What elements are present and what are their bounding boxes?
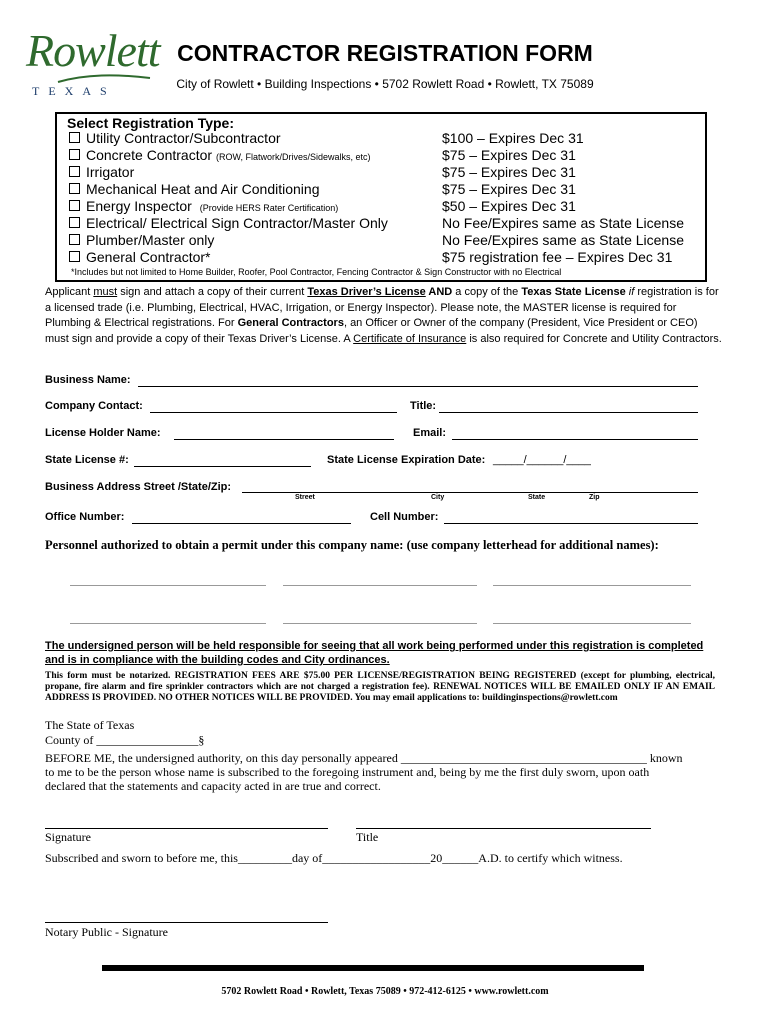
address-street-caption: Street bbox=[295, 494, 315, 501]
office-number-field[interactable] bbox=[132, 523, 351, 524]
sworn-statement: Subscribed and sworn to before me, this_________day of__________________20______A.D. to certify which witness. bbox=[45, 851, 623, 865]
company-contact-label: Company Contact: bbox=[45, 400, 143, 412]
cell-number-field[interactable] bbox=[444, 523, 698, 524]
title-field[interactable] bbox=[439, 412, 698, 413]
personnel-name-field[interactable] bbox=[70, 585, 266, 586]
address-state-caption: State bbox=[528, 494, 546, 501]
fee-plumber: No Fee/Expires same as State License bbox=[442, 232, 685, 248]
page-subtitle: City of Rowlett • Building Inspections • 5702 Rowlett Road • Rowlett, TX 75089 bbox=[176, 77, 594, 91]
title-signature-label: Title bbox=[356, 830, 379, 844]
affidavit-line-1: BEFORE ME, the undersigned authority, on this day personally appeared _________________________________________ known bbox=[45, 751, 683, 765]
checkbox[interactable] bbox=[69, 217, 80, 228]
county-of: County of _________________§ bbox=[45, 733, 205, 747]
checkbox[interactable] bbox=[69, 166, 80, 177]
title-label: Title: bbox=[410, 400, 437, 412]
email-field[interactable] bbox=[452, 439, 698, 440]
footer-divider bbox=[102, 965, 644, 971]
notary-signature-field[interactable] bbox=[45, 922, 328, 923]
option-general[interactable]: General Contractor* bbox=[69, 249, 388, 266]
state-of-texas: The State of Texas bbox=[45, 718, 135, 732]
option-energy[interactable]: Energy Inspector (Provide HERS Rater Certification) bbox=[69, 198, 388, 215]
company-contact-field[interactable] bbox=[150, 412, 397, 413]
state-license-field[interactable] bbox=[134, 466, 311, 467]
affidavit-line-3: declared that the statements and capacity acted in are true and correct. bbox=[45, 779, 381, 793]
personnel-name-field[interactable] bbox=[493, 623, 691, 624]
logo-texas: TEXAS bbox=[32, 84, 116, 98]
checkbox[interactable] bbox=[69, 183, 80, 194]
license-holder-label: License Holder Name: bbox=[45, 427, 161, 439]
signature-field[interactable] bbox=[45, 828, 328, 829]
fee-electrical: No Fee/Expires same as State License bbox=[442, 215, 685, 231]
cell-number-label: Cell Number: bbox=[370, 511, 439, 523]
registration-options bbox=[69, 130, 388, 266]
registration-heading: Select Registration Type: bbox=[67, 115, 235, 131]
notarization-notice: This form must be notarized. REGISTRATION FEES ARE $75.00 PER LICENSE/REGISTRATION BEING REGISTERED (except for plumbing, electrical, propane, fire alarm and fire sprinkler contractors which are not charged a registration fee). RENEWAL NOTICES WILL BE EMAILED ONLY IF AN EMAIL ADDRESS IS PROVIDED. NO OTHER NOTICES WILL BE PROVIDED. You may email applications to: buildinginspections@rowlett.com bbox=[45, 671, 715, 703]
business-name-field[interactable] bbox=[138, 386, 698, 387]
fee-concrete: $75 – Expires Dec 31 bbox=[442, 147, 576, 163]
address-zip-caption: Zip bbox=[589, 494, 600, 501]
footer-contact: 5702 Rowlett Road • Rowlett, Texas 75089 • 972-412-6125 • www.rowlett.com bbox=[221, 986, 549, 997]
fee-irrigator: $75 – Expires Dec 31 bbox=[442, 164, 576, 180]
registration-footnote: *Includes but not limited to Home Builder, Roofer, Pool Contractor, Fencing Contractor & Sign Constructor with no Electrical bbox=[71, 267, 562, 277]
registration-type-box bbox=[55, 112, 707, 282]
personnel-name-field[interactable] bbox=[283, 585, 477, 586]
office-number-label: Office Number: bbox=[45, 511, 125, 523]
option-electrical[interactable]: Electrical/ Electrical Sign Contractor/Master Only bbox=[69, 215, 388, 232]
expiration-date-label: State License Expiration Date: bbox=[327, 454, 486, 466]
personnel-heading: Personnel authorized to obtain a permit under this company name: (use company letterhead for additional names): bbox=[45, 538, 659, 552]
fee-general: $75 registration fee – Expires Dec 31 bbox=[442, 249, 673, 265]
address-city-caption: City bbox=[431, 494, 445, 501]
checkbox[interactable] bbox=[69, 200, 80, 211]
personnel-name-field[interactable] bbox=[493, 585, 691, 586]
notary-signature-label: Notary Public - Signature bbox=[45, 925, 168, 939]
fee-energy: $50 – Expires Dec 31 bbox=[442, 198, 576, 214]
business-name-label: Business Name: bbox=[45, 374, 131, 386]
instructions-paragraph: Applicant must sign and attach a copy of their current Texas Driver’s License AND a copy of the Texas State License if registration is for a licensed trade (i.e. Plumbing, Electrical, HVAC, Irrigation, or Energy Inspector). Please note, the MASTER license is required for Plumbing & Electrical registrations. For General Contractors, an Officer or Owner of the company (President, Vice President or CEO) must sign and provide a copy of their Texas Driver’s License. A Certificate of Insurance is also required for Concrete and Utility Contractors. bbox=[45, 286, 722, 345]
fee-mechanical: $75 – Expires Dec 31 bbox=[442, 181, 576, 197]
checkbox[interactable] bbox=[69, 251, 80, 262]
signature-label: Signature bbox=[45, 830, 91, 844]
option-mechanical[interactable]: Mechanical Heat and Air Conditioning bbox=[69, 181, 388, 198]
option-plumber[interactable]: Plumber/Master only bbox=[69, 232, 388, 249]
title-signature-field[interactable] bbox=[356, 828, 651, 829]
checkbox[interactable] bbox=[69, 149, 80, 160]
page-title: CONTRACTOR REGISTRATION FORM bbox=[177, 40, 593, 66]
affidavit-line-2: to me to be the person whose name is subscribed to the foregoing instrument and, being by me the first duly sworn, upon oath bbox=[45, 765, 650, 779]
personnel-name-field[interactable] bbox=[70, 623, 266, 624]
email-label: Email: bbox=[413, 427, 447, 439]
responsibility-statement: The undersigned person will be held responsible for seeing that all work being performed under this registration is completed and is in compliance with the building codes and City ordinances. bbox=[45, 640, 704, 666]
checkbox[interactable] bbox=[69, 132, 80, 143]
business-address-field[interactable] bbox=[242, 492, 698, 493]
option-utility[interactable]: Utility Contractor/Subcontractor bbox=[69, 130, 388, 147]
business-address-label: Business Address Street /State/Zip: bbox=[45, 481, 232, 493]
fee-utility: $100 – Expires Dec 31 bbox=[442, 130, 584, 146]
checkbox[interactable] bbox=[69, 234, 80, 245]
logo-wordmark: Rowlett bbox=[26, 25, 160, 76]
option-concrete[interactable]: Concrete Contractor (ROW, Flatwork/Drives/Sidewalks, etc) bbox=[69, 147, 388, 164]
license-holder-field[interactable] bbox=[174, 439, 394, 440]
registration-fees bbox=[442, 130, 684, 266]
personnel-name-field[interactable] bbox=[283, 623, 477, 624]
state-license-label: State License #: bbox=[45, 454, 129, 466]
expiration-date-field[interactable]: _____/______/____ bbox=[493, 454, 591, 466]
option-irrigator[interactable]: Irrigator bbox=[69, 164, 388, 181]
